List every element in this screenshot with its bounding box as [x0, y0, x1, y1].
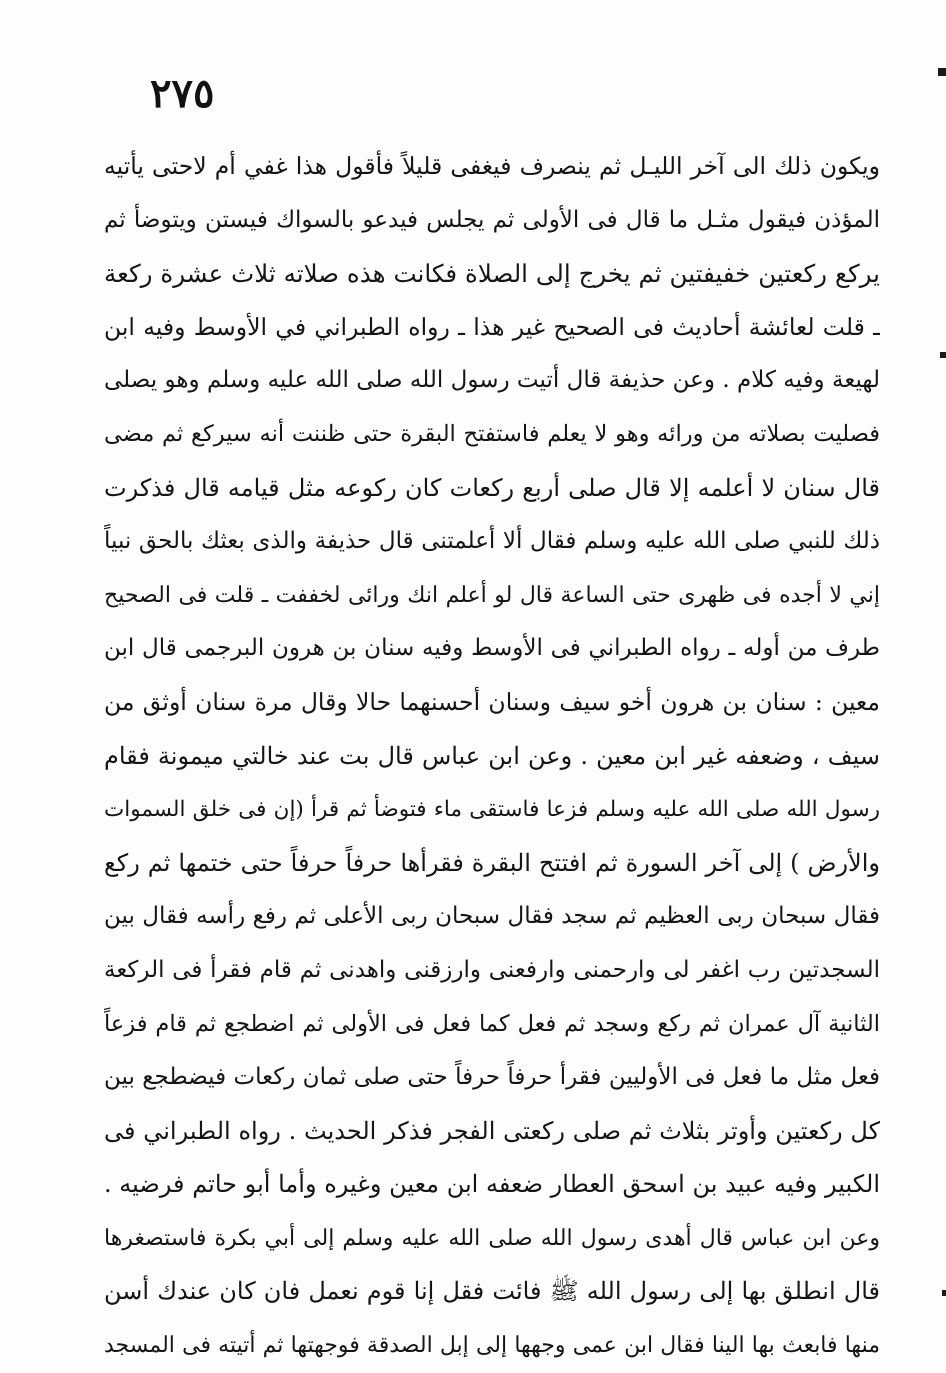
text-line: سيف ، وضعفه غير ابن معين . وعن ابن عباس قال بت عند خالتي ميمونة فقام — [104, 741, 880, 770]
text-line: ذلك للنبي صلى الله عليه وسلم فقال ألا أعلمتنى قال حذيفة والذى بعثك بالحق نبياً — [104, 528, 880, 555]
scan-edge-mark — [942, 1290, 946, 1296]
text-line: وعن ابن عباس قال أهدى رسول الله صلى الله عليه وسلم إلى أبي بكرة فاستصغرها — [104, 1225, 880, 1251]
text-line: طرف من أوله ـ رواه الطبراني فى الأوسط وفيه سنان بن هرون البرجمى قال ابن — [104, 635, 880, 662]
text-line: الكبير وفيه عبيد بن اسحق العطار ضعفه ابن معين وغيره وأما أبو حاتم فرضيه . — [104, 1170, 880, 1199]
text-line: لهيعة وفيه كلام . وعن حذيفة قال أتيت رسول الله صلى الله عليه وسلم وهو يصلى — [104, 367, 880, 394]
text-line: السجدتين رب اغفر لى وارحمنى وارفعنى وارزقنى واهدنى ثم قام فقرأ فى الركعة — [104, 956, 880, 983]
text-line: والأرض ) إلى آخر السورة ثم افتتح البقرة فقرأها حرفاً حرفاً حتى ختمها ثم ركع — [104, 848, 880, 877]
text-line: منها فابعث بها الينا فقال ابن عمى وجهها إلى إبل الصدقة فوجهتها ثم أتيته فى المسجد — [104, 1333, 880, 1359]
text-line: يركع ركعتين خفيفتين ثم يخرج إلى الصلاة فكانت هذه صلاته ثلاث عشرة ركعة — [104, 259, 880, 289]
text-line: كل ركعتين وأوتر بثلاث ثم صلى ركعتى الفجر فذكر الحديث . رواه الطبراني فى — [104, 1116, 880, 1145]
page-number: ٢٧٥ — [150, 70, 215, 117]
text-line: ويكون ذلك الى آخر الليـل ثم ينصرف فيغفى قليلاً فأقول هذا غفي أم لاحتى يأتيه — [104, 152, 880, 180]
text-line: فقال سبحان ربى العظيم ثم سجد فقال سبحان ربى الأعلى ثم رفع رأسه فقال بين — [104, 903, 880, 930]
text-line: ـ قلت لعائشة أحاديث فى الصحيح غير هذا ـ رواه الطبراني في الأوسط وفيه ابن — [104, 312, 880, 341]
text-line: قال سنان لا أعلمه إلا قال صلى أربع ركعات كان ركوعه مثل قيامه قال فذكرت — [104, 473, 880, 502]
body-text — [104, 140, 880, 1373]
text-line: إني لا أجده فى ظهرى حتى الساعة قال لو أعلم انك ورائى لخففت ـ قلت فى الصحيح — [104, 582, 880, 608]
text-line: المؤذن فيقول مثـل ما قال فى الأولى ثم يجلس فيدعو بالسواك فيستن ويتوضأ ثم — [104, 206, 880, 233]
text-line: قال انطلق بها إلى رسول الله ﷺ فائت فقل إنا قوم نعمل فان كان عندك أسن — [104, 1277, 880, 1306]
scan-edge-mark — [940, 352, 946, 358]
text-line: فصليت بصلاته من ورائه وهو لا يعلم فاستفتح البقرة حتى ظننت أنه سيركع ثم مضى — [104, 420, 880, 447]
text-line: فعل مثل ما فعل فى الأوليين فقرأ حرفاً حرفاً حتى صلى ثمان ركعات فيضطجع بين — [104, 1064, 880, 1091]
text-line: معين : سنان بن هرون أخو سيف وسنان أحسنهما حالا وقال مرة سنان أوثق من — [104, 687, 880, 716]
text-line: رسول الله صلى الله عليه وسلم فزعا فاستقى ماء فتوضأ ثم قرأ (إن فى خلق السموات — [104, 797, 880, 823]
text-line: الثانية آل عمران ثم ركع وسجد ثم فعل كما فعل فى الأولى ثم اضطجع ثم قام فزعاً — [104, 1010, 880, 1037]
scan-edge-mark — [938, 68, 946, 76]
